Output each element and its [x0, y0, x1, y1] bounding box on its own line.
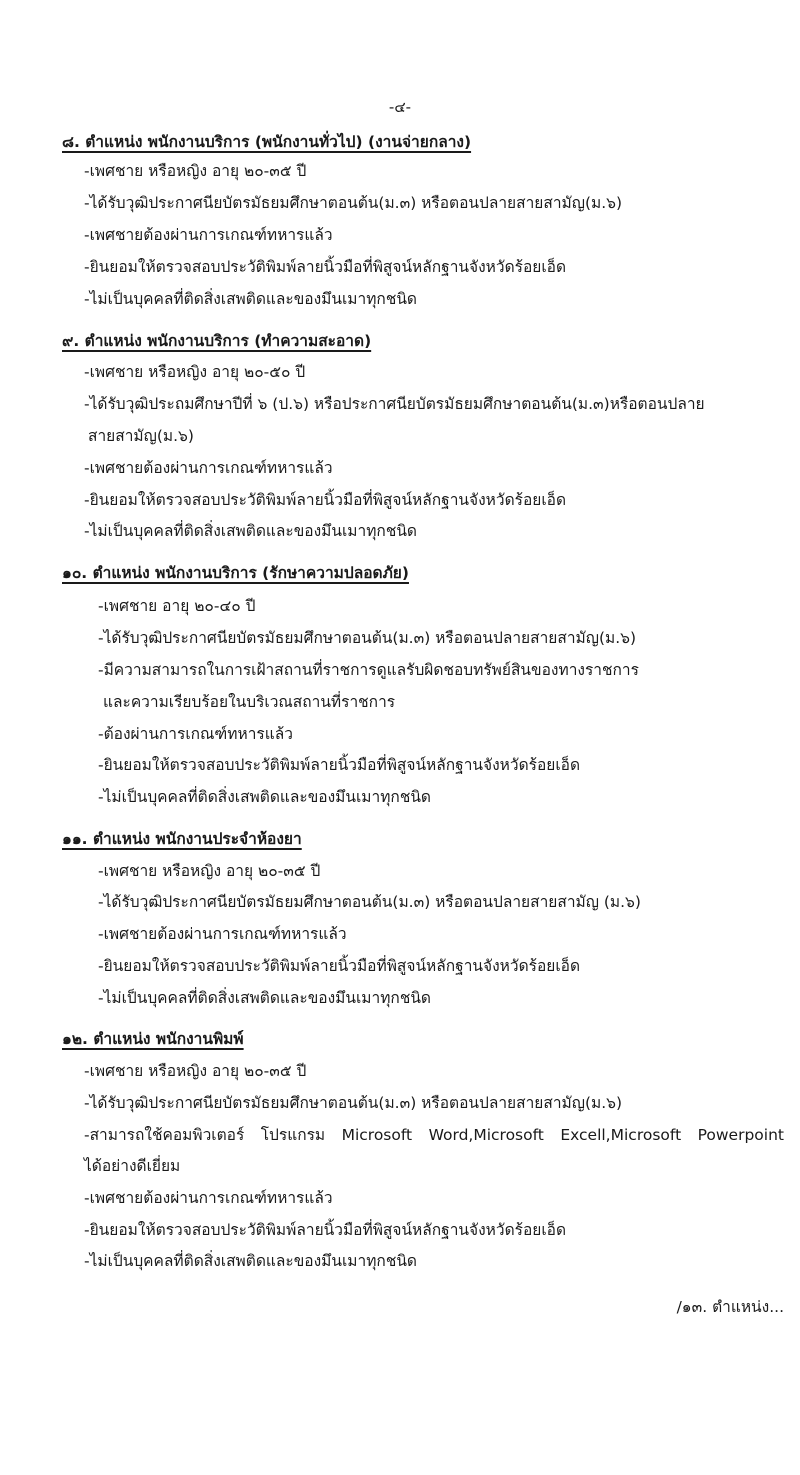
continuation-note: /๑๓. ตำแหน่ง...: [676, 1298, 784, 1316]
section-11-item: -ยินยอมให้ตรวจสอบประวัติพิมพ์ลายนิ้วมือที่พิสูจน์หลักฐานจังหวัดร้อยเอ็ด: [98, 957, 581, 975]
section-12-item: -เพศชาย หรือหญิง อายุ ๒๐-๓๕ ปี: [84, 1062, 307, 1080]
section-12-item: ได้อย่างดีเยี่ยม: [84, 1157, 181, 1175]
section-11-item: -เพศชาย หรือหญิง อายุ ๒๐-๓๕ ปี: [98, 862, 321, 880]
section-12-item: -ได้รับวุฒิประกาศนียบัตรมัธยมศึกษาตอนต้น(ม.๓) หรือตอนปลายสายสามัญ(ม.๖): [84, 1094, 623, 1112]
section-8-item: -ได้รับวุฒิประกาศนียบัตรมัธยมศึกษาตอนต้น(ม.๓) หรือตอนปลายสายสามัญ(ม.๖): [84, 194, 623, 212]
section-11-item: -เพศชายต้องผ่านการเกณฑ์ทหารแล้ว: [98, 925, 347, 943]
section-9-item: -ยินยอมให้ตรวจสอบประวัติพิมพ์ลายนิ้วมือที่พิสูจน์หลักฐานจังหวัดร้อยเอ็ด: [84, 491, 567, 509]
section-12-item: -สามารถใช้คอมพิวเตอร์ โปรแกรม Microsoft Word,Microsoft Excell,Microsoft Powerpoint: [84, 1126, 784, 1144]
section-10-item: -ยินยอมให้ตรวจสอบประวัติพิมพ์ลายนิ้วมือที่พิสูจน์หลักฐานจังหวัดร้อยเอ็ด: [98, 756, 581, 774]
section-8-item: -เพศชาย หรือหญิง อายุ ๒๐-๓๕ ปี: [84, 162, 307, 180]
section-8-heading: ๘. ตำแหน่ง พนักงานบริการ (พนักงานทั่วไป) (งานจ่ายกลาง): [62, 133, 472, 151]
section-11-heading: ๑๑. ตำแหน่ง พนักงานประจำห้องยา: [62, 830, 302, 848]
section-10-item: -ไม่เป็นบุคคลที่ติดสิ่งเสพติดและของมึนเมาทุกชนิด: [98, 788, 432, 806]
section-10-item: -ต้องผ่านการเกณฑ์ทหารแล้ว: [98, 725, 293, 743]
section-8-item: -ยินยอมให้ตรวจสอบประวัติพิมพ์ลายนิ้วมือที่พิสูจน์หลักฐานจังหวัดร้อยเอ็ด: [84, 258, 567, 276]
section-9-item: -เพศชาย หรือหญิง อายุ ๒๐-๕๐ ปี: [84, 363, 306, 381]
section-12-heading: ๑๒. ตำแหน่ง พนักงานพิมพ์: [62, 1030, 244, 1048]
section-10-heading: ๑๐. ตำแหน่ง พนักงานบริการ (รักษาความปลอดภัย): [62, 564, 409, 582]
section-9-item: -เพศชายต้องผ่านการเกณฑ์ทหารแล้ว: [84, 459, 333, 477]
section-10-item: -มีความสามารถในการเฝ้าสถานที่ราชการดูแลรับผิดชอบทรัพย์สินของทางราชการ: [98, 661, 639, 679]
section-12-item: -เพศชายต้องผ่านการเกณฑ์ทหารแล้ว: [84, 1189, 333, 1207]
section-10-item: -ได้รับวุฒิประกาศนียบัตรมัธยมศึกษาตอนต้น(ม.๓) หรือตอนปลายสายสามัญ(ม.๖): [98, 629, 637, 647]
section-9-item: -ไม่เป็นบุคคลที่ติดสิ่งเสพติดและของมึนเมาทุกชนิด: [84, 522, 418, 540]
section-11-item: -ไม่เป็นบุคคลที่ติดสิ่งเสพติดและของมึนเมาทุกชนิด: [98, 989, 432, 1007]
section-9-item: สายสามัญ(ม.๖): [88, 427, 194, 445]
section-8-item: -เพศชายต้องผ่านการเกณฑ์ทหารแล้ว: [84, 226, 333, 244]
section-10-item: และความเรียบร้อยในบริเวณสถานที่ราชการ: [103, 693, 396, 711]
section-9-heading: ๙. ตำแหน่ง พนักงานบริการ (ทำความสะอาด): [62, 332, 372, 350]
section-12-item: -ยินยอมให้ตรวจสอบประวัติพิมพ์ลายนิ้วมือที่พิสูจน์หลักฐานจังหวัดร้อยเอ็ด: [84, 1221, 567, 1239]
section-12-item: -ไม่เป็นบุคคลที่ติดสิ่งเสพติดและของมึนเมาทุกชนิด: [84, 1252, 418, 1270]
page-number: -๔-: [388, 98, 412, 116]
section-10-item: -เพศชาย อายุ ๒๐-๔๐ ปี: [98, 597, 256, 615]
section-8-item: -ไม่เป็นบุคคลที่ติดสิ่งเสพติดและของมึนเมาทุกชนิด: [84, 290, 418, 308]
section-11-item: -ได้รับวุฒิประกาศนียบัตรมัธยมศึกษาตอนต้น(ม.๓) หรือตอนปลายสายสามัญ (ม.๖): [98, 893, 641, 911]
section-9-item: -ได้รับวุฒิประถมศึกษาปีที่ ๖ (ป.๖) หรือประกาศนียบัตรมัธยมศึกษาตอนต้น(ม.๓)หรือตอนปลาย: [84, 395, 705, 413]
